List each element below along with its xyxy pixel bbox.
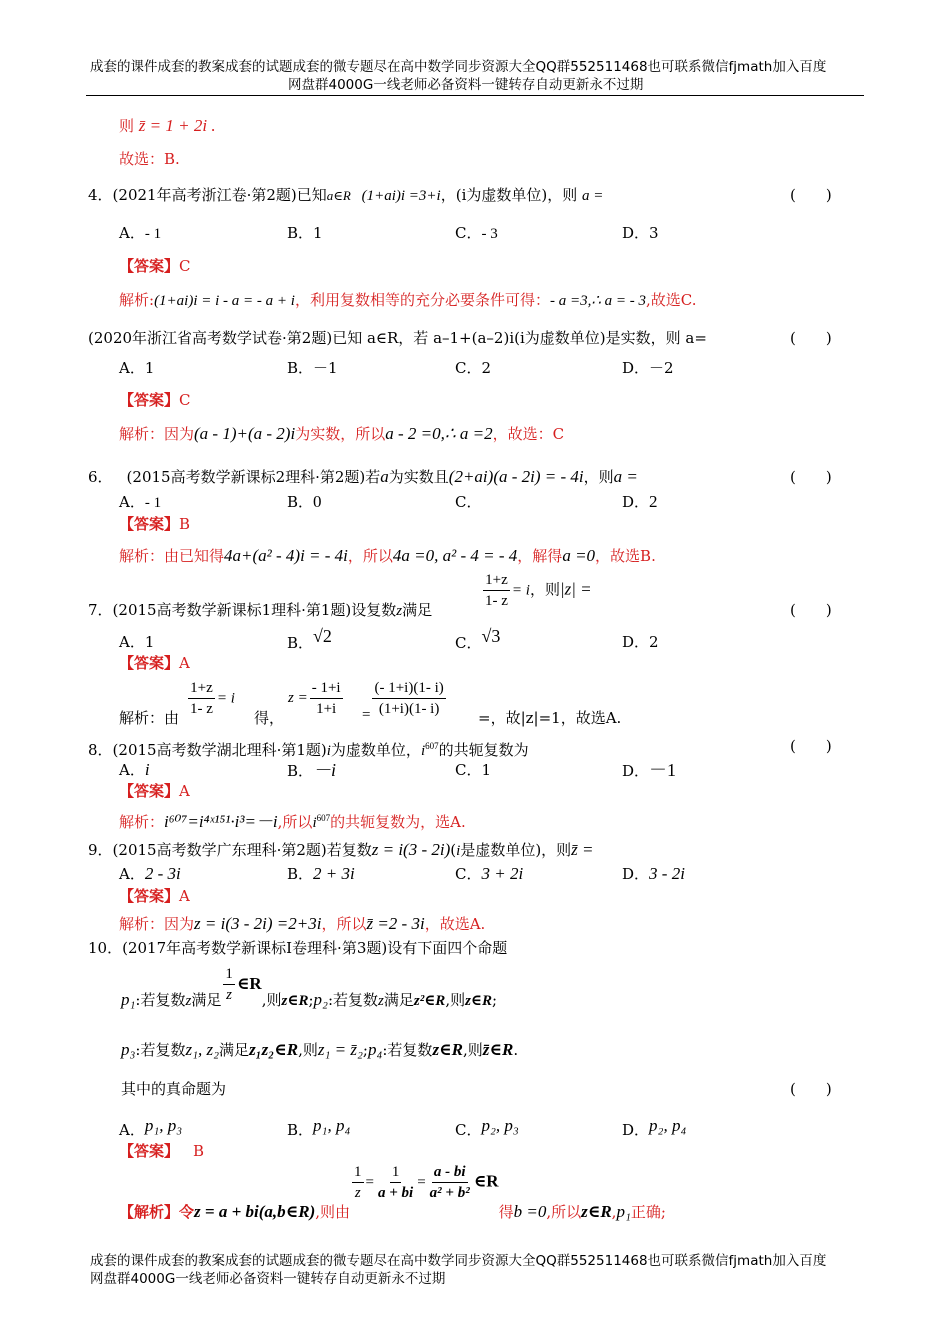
q10-option-d[interactable]: D．p₂, p₄ <box>622 1116 687 1139</box>
q8-option-d[interactable]: D．－1 <box>622 760 677 780</box>
q4-option-b[interactable]: B．1 <box>287 224 323 242</box>
q6-option-d[interactable]: D．2 <box>622 492 658 511</box>
q7-sol-b: 得， <box>254 709 285 727</box>
q9-solution: 解析：因为z = i(3 - 2i) =2+3i，所以z̄ =2 - 3i，故选A. <box>119 914 486 933</box>
q5-solution: 解析：因为(a - 1)+(a - 2)i为实数，所以a - 2 =0,∴ a =2，故选：C <box>119 424 565 443</box>
q7-sol-frac3: = $\frac{(- 1+i)(1- i)}{(1+i)(1- i)}$ <box>362 680 444 723</box>
q10-solution: 【解析】令z = a + bi(a,b∈R),则由 $\frac{1}{z}$ = $\frac{1}{a + bi}$ = $\frac{a - bi}{\text{a² + b²}}$ ∈R得b =0,所以z∈R,p₁正确; <box>119 1164 666 1221</box>
q10-bracket: ( ) <box>790 1080 832 1098</box>
header-rule <box>86 95 864 96</box>
q4-solution: 解析:(1+ai)i = i - a = - a + i，利用复数相等的充分必要条件可得：- a =3,∴ a = - 3,故选C. <box>119 291 697 309</box>
q10-option-c[interactable]: C．p₂, p₃ <box>455 1116 519 1139</box>
q9-option-c[interactable]: C．3 + 2i <box>455 864 524 883</box>
q7-bracket: ( ) <box>790 601 832 619</box>
prev-line-2: 故选：B. <box>119 150 180 168</box>
q9-option-d[interactable]: D．3 - 2i <box>622 864 685 883</box>
header-line-1: 成套的课件成套的教案成套的试题成套的微专题尽在高中数学同步资源大全QQ群552511468也可联系微信fjmath加入百度 <box>90 59 827 75</box>
q10-stem: 10．(2017年高考数学新课标Ⅰ卷理科·第3题)设有下面四个命题 <box>88 939 508 957</box>
q7-option-d[interactable]: D．2 <box>622 633 659 651</box>
q8-option-c[interactable]: C．1 <box>455 761 492 779</box>
q4-answer: 【答案】C <box>119 257 191 275</box>
q10-props-line-2: p₃:若复数z₁, z₂满足z₁z₂∈R,则z₁ = z̄₂;p₄:若复数z∈R,则z̄∈R. <box>121 1040 519 1059</box>
q5-stem: (2020年浙江省高考数学试卷·第2题)已知 a∈R，若 a–1+(a–2)i(i为虚数单位)是实数，则 a= <box>88 329 707 347</box>
q4-bracket: ( ) <box>790 186 832 204</box>
q6-option-c[interactable]: C． <box>455 493 482 511</box>
q7-option-a[interactable]: A．1 <box>119 633 155 651</box>
q7-fraction: $\frac{1+z}{1- z}$ = i，则|z| = <box>485 572 592 609</box>
q7-sol-c: =，故|z|=1，故选A. <box>478 709 622 727</box>
q9-option-a[interactable]: A．2 - 3i <box>119 864 181 883</box>
q10-props-line-1: p₁:若复数z满足 $\frac{1}{z}$ ∈R,则z∈R;p₂:若复数z满足z²∈R,则z∈R; <box>121 966 498 1009</box>
q7-sol-a: 解析：由 <box>119 709 180 727</box>
q7-sol-frac2: z = $\frac{- 1+i}{1+i}$ <box>288 680 341 717</box>
header-line-2: 网盘群4000G一线老师必备资料一键转存自动更新永不过期 <box>288 77 644 93</box>
q10-option-a[interactable]: A．p₁, p₃ <box>119 1116 183 1139</box>
q5-option-a[interactable]: A．1 <box>119 359 155 377</box>
q9-option-b[interactable]: B．2 + 3i <box>287 864 355 883</box>
footer-line-1: 成套的课件成套的教案成套的试题成套的微专题尽在高中数学同步资源大全QQ群552511468也可联系微信fjmath加入百度 <box>90 1253 827 1269</box>
footer-line-2: 网盘群4000G一线老师必备资料一键转存自动更新永不过期 <box>90 1271 446 1287</box>
q10-answer: 【答案】 B <box>119 1142 205 1160</box>
q5-answer: 【答案】C <box>119 391 191 409</box>
q5-option-c[interactable]: C．2 <box>455 359 492 377</box>
q6-option-a[interactable]: A．- 1 <box>119 493 162 511</box>
q4-stem: 4．(2021年高考浙江卷·第2题)已知a∈R (1+ai)i =3+i，(i为虚数单位)，则 a = <box>88 186 604 204</box>
q6-answer: 【答案】B <box>119 515 191 533</box>
q8-option-a[interactable]: A．i <box>119 760 150 779</box>
q4-option-a[interactable]: A．- 1 <box>119 224 162 242</box>
q9-stem: 9．(2015高考数学广东理科·第2题)若复数z = i(3 - 2i)(i是虚数单位)，则z̄ = <box>88 840 594 859</box>
prev-line-1: 则 z̄ = 1 + 2i . <box>119 116 216 135</box>
q8-bracket: ( ) <box>790 737 832 755</box>
q8-answer: 【答案】A <box>119 782 190 800</box>
q7-option-c[interactable]: C．√3 <box>455 626 501 652</box>
q10-question: 其中的真命题为 <box>121 1080 227 1098</box>
q6-bracket: ( ) <box>790 468 832 486</box>
q6-option-b[interactable]: B．0 <box>287 492 322 511</box>
q4-option-c[interactable]: C．- 3 <box>455 224 498 242</box>
q6-stem: 6． (2015高考数学新课标2理科·第2题)若a为实数且(2+ai)(a - 2i) = - 4i，则a = <box>88 467 638 486</box>
q7-answer: 【答案】A <box>119 654 190 672</box>
q8-option-b[interactable]: B．－i <box>287 760 337 780</box>
q7-option-b[interactable]: B．√2 <box>287 626 332 652</box>
q8-stem: 8．(2015高考数学湖北理科·第1题)i为虚数单位，$i^{607}$的共轭复数为 <box>88 741 529 759</box>
q5-option-b[interactable]: B．－1 <box>287 359 338 377</box>
q9-answer: 【答案】A <box>119 887 190 905</box>
q5-option-d[interactable]: D．－2 <box>622 359 674 377</box>
q8-solution: 解析：i⁶⁰⁷=i⁴ˣ¹⁵¹·i³=－i,所以$i^{607}$的共轭复数为，选A. <box>119 812 466 831</box>
q7-stem: 7．(2015高考数学新课标1理科·第1题)设复数z满足 <box>88 601 433 619</box>
q4-option-d[interactable]: D．3 <box>622 224 659 242</box>
q10-option-b[interactable]: B．p₁, p₄ <box>287 1116 351 1139</box>
q6-solution: 解析：由已知得4a+(a² - 4)i = - 4i，所以4a =0, a² - 4 = - 4，解得a =0，故选B. <box>119 546 656 565</box>
q5-bracket: ( ) <box>790 329 832 347</box>
q7-sol-frac1: $\frac{1+z}{1- z}$ = i <box>190 680 235 717</box>
